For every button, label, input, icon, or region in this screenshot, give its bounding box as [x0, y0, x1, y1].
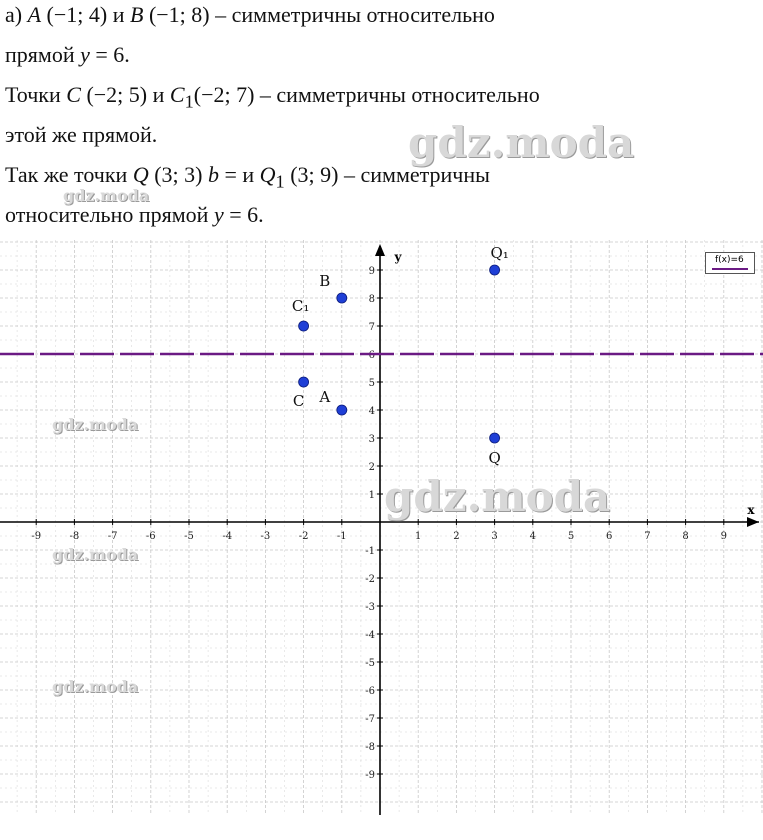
point-name: A [27, 2, 42, 27]
text-span: (−2; 7) – симметричны относительно [193, 82, 540, 107]
watermark: gdz.moda [63, 186, 150, 205]
x-tick-label: 5 [567, 531, 575, 542]
watermark: gdz.moda [384, 472, 611, 521]
x-tick-label: -7 [107, 531, 118, 542]
y-tick-label: -6 [365, 686, 375, 697]
point-C₁ [299, 321, 309, 331]
y-tick-label: 5 [368, 378, 375, 389]
subscript: 1 [184, 91, 194, 112]
point-label: Q₁ [490, 244, 509, 262]
x-axis-label: x [747, 503, 755, 517]
point-name: B [130, 2, 144, 27]
x-tick-label: 1 [415, 531, 422, 542]
point-name: Q [259, 162, 276, 187]
x-tick-label: 2 [453, 531, 460, 542]
x-tick-label: 7 [644, 531, 651, 542]
point-label: Q [488, 449, 501, 467]
text-span: относительно прямой [5, 202, 214, 227]
text-span: (−2; 5) и [80, 82, 170, 107]
y-tick-label: 3 [368, 434, 375, 445]
x-tick-label: -5 [184, 531, 194, 542]
x-tick-label: -6 [145, 531, 156, 542]
text-span: = 6. [89, 42, 130, 67]
x-axis-arrow [747, 517, 759, 527]
y-tick-label: -3 [365, 602, 375, 613]
point-label: A [319, 388, 331, 406]
watermark: gdz.moda [52, 545, 139, 564]
text-line-2 [5, 42, 130, 68]
watermark: gdz.moda [408, 118, 635, 167]
watermark: gdz.moda [52, 415, 139, 434]
y-tick-label: 8 [368, 294, 375, 305]
y-tick-label: -1 [365, 546, 375, 557]
y-tick-label: -8 [365, 742, 375, 753]
text-span: а) [5, 2, 28, 27]
y-tick-label: 1 [368, 490, 375, 501]
x-tick-label: -4 [222, 531, 233, 542]
x-tick-label: -1 [336, 531, 347, 542]
x-tick-label: -3 [260, 531, 271, 542]
text-span: Так же точки [5, 162, 133, 187]
x-tick-label: 8 [682, 531, 689, 542]
y-tick-label: -4 [365, 630, 375, 641]
text-line-6 [5, 202, 264, 228]
y-tick-label: -9 [365, 770, 375, 781]
text-line-1 [5, 2, 495, 28]
text-span: Точки [5, 82, 67, 107]
variable-name: b [207, 162, 219, 187]
text-span: (−1; 8) – симметричны относительно [143, 2, 495, 27]
y-tick-label: 9 [368, 266, 375, 277]
x-tick-label: 3 [491, 531, 498, 542]
text-span: (3; 3) [148, 162, 208, 187]
legend-box [705, 252, 755, 274]
y-axis-label: y [394, 250, 402, 264]
point-name: C [169, 82, 185, 107]
point-A [337, 405, 347, 415]
text-span: этой же прямой. [5, 122, 158, 147]
point-label: C [292, 392, 305, 410]
point-label: C₁ [291, 297, 310, 315]
point-B [337, 293, 347, 303]
y-tick-label: 7 [368, 322, 375, 333]
text-span: = 6. [223, 202, 264, 227]
x-tick-label: -9 [31, 531, 42, 542]
text-span: (3; 9) – симметричны [284, 162, 490, 187]
text-line-3 [5, 82, 540, 112]
x-tick-label: 9 [720, 531, 727, 542]
legend-swatch [712, 268, 748, 270]
text-span: (−1; 4) и [41, 2, 130, 27]
y-tick-label: -7 [365, 714, 375, 725]
variable-name: y [80, 42, 90, 67]
point-Q [490, 433, 500, 443]
x-tick-label: 4 [529, 531, 536, 542]
variable-name: y [213, 202, 224, 227]
subscript: 1 [275, 171, 285, 192]
x-tick-label: -8 [69, 531, 80, 542]
point-label: B [319, 272, 331, 290]
legend-label: f(x)=6 [715, 255, 744, 265]
x-tick-label: -2 [298, 531, 309, 542]
y-tick-label: 6 [368, 350, 375, 361]
text-span: прямой [5, 42, 81, 67]
point-Q₁ [490, 265, 500, 275]
point-name: C [66, 82, 81, 107]
y-tick-label: -2 [365, 574, 375, 585]
y-axis-arrow [375, 244, 385, 256]
y-tick-label: 2 [368, 462, 375, 473]
point-name: Q [132, 162, 149, 187]
watermark: gdz.moda [52, 677, 139, 696]
text-span: = и [218, 162, 260, 187]
y-tick-label: -5 [365, 658, 375, 669]
x-tick-label: 6 [606, 531, 613, 542]
coordinate-plane [0, 240, 763, 815]
y-tick-label: 4 [368, 406, 375, 417]
text-line-4 [5, 122, 157, 148]
point-C [299, 377, 309, 387]
